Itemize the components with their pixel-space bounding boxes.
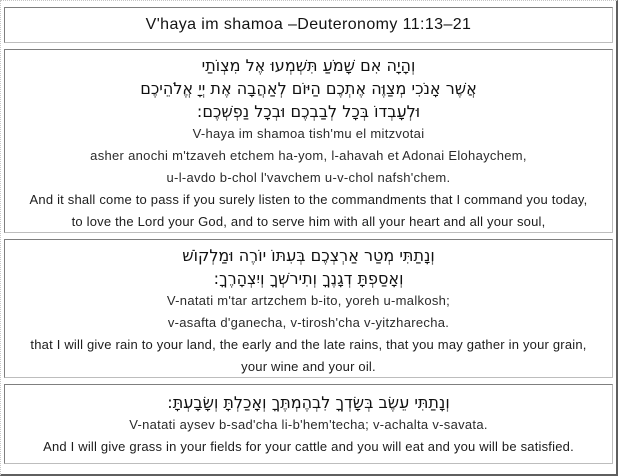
hebrew-line: וּלְעָבְדוֹ בְּכָל לְבַבְכֶם וּבְכָל נַפְשְׁכֶם: (196, 102, 421, 121)
transliteration-line: V-natati aysev b-sad'cha li-b'hem'techa; v-achalta v-savata. (129, 417, 488, 432)
english-line: your wine and your oil. (241, 359, 376, 374)
english-line: to love the Lord your God, and to serve him with all your heart and all your soul, (71, 214, 546, 229)
transliteration-line: V-haya im shamoa tish'mu el mitzvotai (192, 126, 425, 141)
title-box (4, 7, 613, 43)
hebrew-line: אֲשֶׁר אָנֹכִי מְצַוֶּה אֶתְכֶם הַיּוֹם לְאַהֲבָה אֶת יְיָ אֱלֹהֵיכֶם (140, 79, 477, 98)
section-shamoa-verse-14 (4, 239, 613, 378)
english-line: And it shall come to pass if you surely listen to the commandments that I command you today, (29, 192, 588, 207)
transliteration-line: asher anochi m'tzaveh etchem ha-yom, l-ahavah et Adonai Elohaychem, (90, 148, 527, 163)
english-line: that I will give rain to your land, the early and the late rains, that you may gather in your grain, (30, 337, 587, 352)
hebrew-line: וְנָתַתִּי עֵשֶׂב בְּשָׂדְךָ לִבְהֶמְתֶּךָ וְאָכַלְתָּ וְשָׂבָעְתָּ: (167, 393, 450, 412)
page-title: V'haya im shamoa –Deuteronomy 11:13–21 (145, 16, 472, 33)
hebrew-line: וְאָסַפְתָּ דְגָנֶךָ וְתִירשְׁךָ וְיִצְהָרֶךָ: (213, 269, 404, 288)
section-shamoa-verse-13 (4, 49, 613, 233)
hebrew-line: וְנָתַתִּי מְטַר אַרְצְכֶם בְּעִתּוֹ יוֹרֶה וּמַלְקוֹשׁ (182, 246, 435, 265)
transliteration-line: V-natati m'tar artzchem b-ito, yoreh u-malkosh; (166, 293, 451, 308)
section-shamoa-verse-15 (4, 384, 613, 464)
transliteration-line: u-l-avdo b-chol l'vavchem u-v-chol nafsh'chem. (166, 170, 451, 185)
english-line: And I will give grass in your fields for your cattle and you will eat and you will be satisfied. (43, 439, 574, 454)
transliteration-line: v-asafta d'ganecha, v-tirosh'cha v-yitzharecha. (167, 315, 450, 330)
hebrew-line: וְהָיָה אִם שָׁמֹעַ תִּשְׁמְעוּ אֶל מִצְוֹתַי (201, 56, 416, 75)
